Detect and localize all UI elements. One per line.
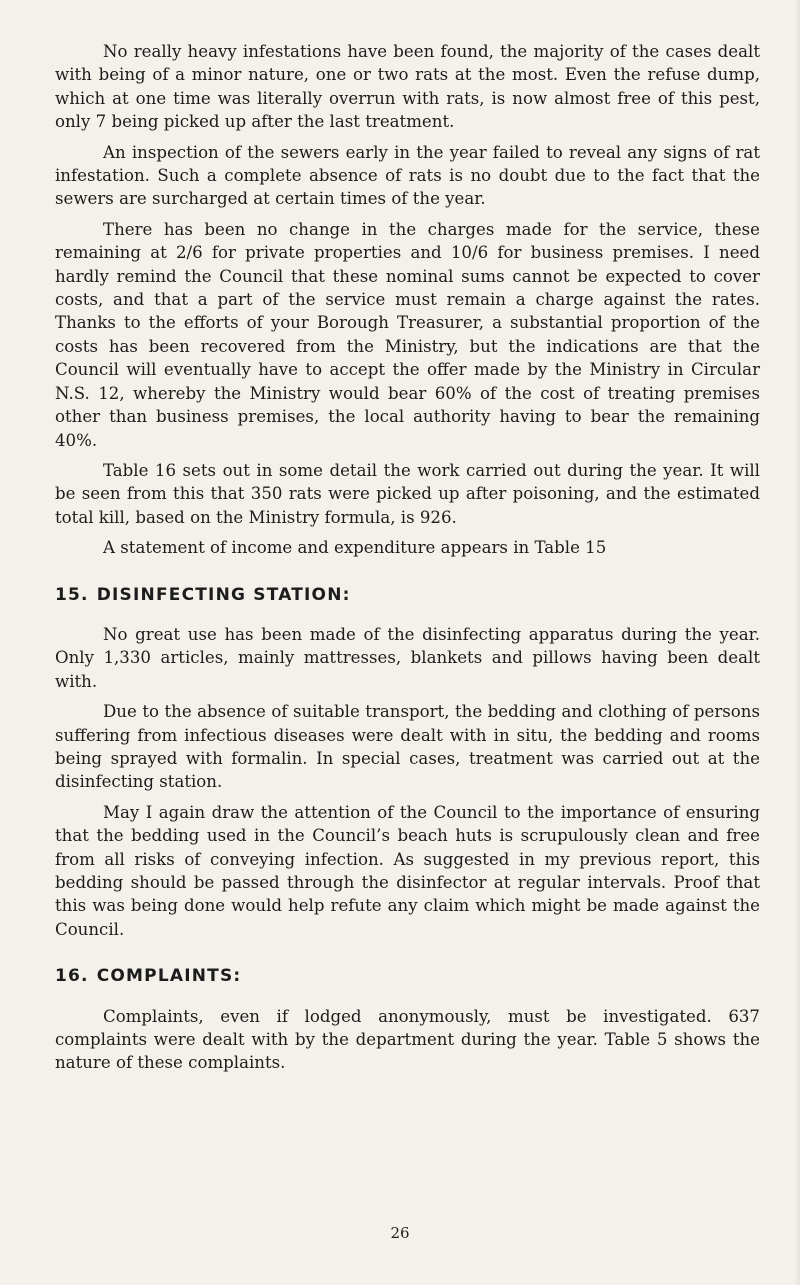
paragraph-rat-infestations: No really heavy infestations have been found, the majority of the cases dealt with being of a minor nature, one or two rats at the most. Even the refuse dump, which at one time was literally overrun with rats, is now almost free of this pest, only 7 being picked up after the last treatment. [55, 42, 760, 132]
paragraph-sewer-inspection: An inspection of the sewers early in the year failed to reveal any signs of rat infestation. Such a complete absence of rats is no doubt due to the fact that the sewers are surcharged at certain times of the year. [55, 142, 760, 209]
document-page [55, 40, 760, 1082]
paragraph-table-16-summary: Table 16 sets out in some detail the work carried out during the year. It will be seen from this that 350 rats were picked up after poisoning, and the estimated total kill, based on the Ministry formula, is 926. [55, 460, 760, 527]
paragraph-bedding-in-situ: Due to the absence of suitable transport, the bedding and clothing of persons suffering from infectious diseases were dealt with in situ, the bedding and rooms being sprayed with formalin. In special cases, treatment was carried out at the disinfecting station. [55, 702, 760, 792]
page-number: 26 [390, 1224, 410, 1242]
section-heading-disinfecting-station [55, 584, 760, 607]
section-heading-complaints [55, 965, 760, 988]
paragraph-beach-huts: May I again draw the attention of the Council to the importance of ensuring that the bedding used in the Council’s beach huts is scrupulously clean and free from all risks of conveying infection. As suggested in my previous report, this bedding should be passed through the disinfector at regular intervals. Proof that this was being done would help refute any claim which might be made against the Council. [55, 802, 760, 939]
section-number: 16. [55, 966, 89, 987]
section-title: DISINFECTING STATION: [96, 584, 351, 605]
section-number: 15. [55, 584, 89, 605]
page-edge-shadow [794, 0, 800, 1285]
section-title: COMPLAINTS: [96, 966, 242, 987]
paragraph-disinfecting-apparatus: No great use has been made of the disinfecting apparatus during the year. Only 1,330 articles, mainly mattresses, blankets and pillows having been dealt with. [55, 624, 760, 691]
paragraph-income-statement: A statement of income and expenditure appears in Table 15 [103, 538, 607, 558]
paragraph-complaints: Complaints, even if lodged anonymously, must be investigated. 637 complaints were dealt with by the department during the year. Table 5 shows the nature of these complaints. [55, 1006, 760, 1073]
paragraph-service-charges: There has been no change in the charges made for the service, these remaining at 2/6 for private properties and 10/6 for business premises. I need hardly remind the Council that these nominal sums cannot be expected to cover costs, and that a part of the service must remain a charge against the rates. Thanks to the efforts of your Borough Treasurer, a substantial proportion of the costs has been recovered from the Ministry, but the indications are that the Council will eventually have to accept the offer made by the Ministry in Circular N.S. 12, whereby the Ministry would bear 60% of the cost of treating premises other than business premises, the local authority having to bear the remaining 40%. [55, 219, 760, 450]
